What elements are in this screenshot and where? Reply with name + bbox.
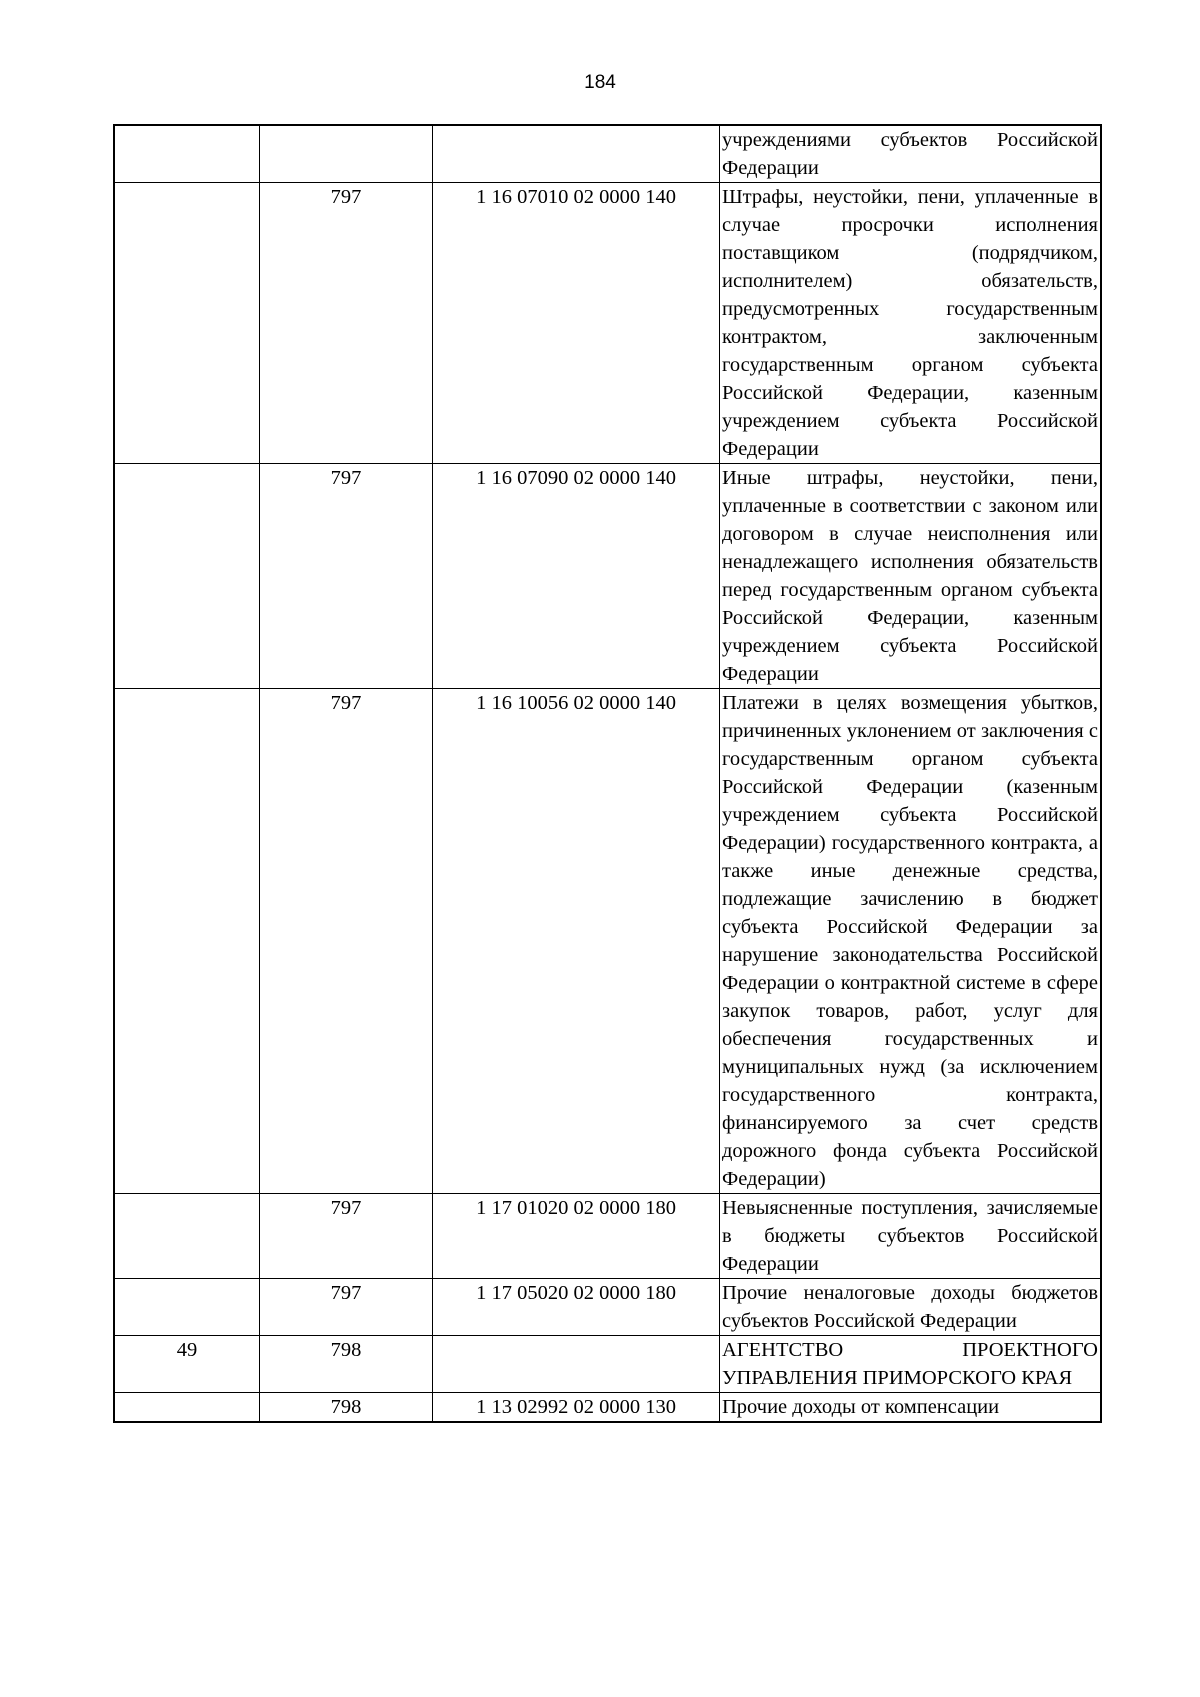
revenue-code-cell: 1 17 05020 02 0000 180	[433, 1279, 720, 1336]
administrator-code-cell: 798	[260, 1393, 433, 1423]
revenue-code-cell: 1 16 07090 02 0000 140	[433, 464, 720, 689]
administrator-code-cell: 797	[260, 689, 433, 1194]
row-number-cell	[114, 1279, 260, 1336]
row-number-cell	[114, 464, 260, 689]
revenue-code-cell: 1 13 02992 02 0000 130	[433, 1393, 720, 1423]
revenue-code-cell: 1 16 07010 02 0000 140	[433, 183, 720, 464]
revenue-classification-table	[113, 124, 1102, 1423]
revenue-name-cell: учреждениями субъектов Российской Федерации	[720, 125, 1102, 183]
page-number: 184	[584, 72, 616, 93]
row-number-cell	[114, 1194, 260, 1279]
table-row	[114, 125, 1101, 183]
revenue-name-cell: АГЕНТСТВО ПРОЕКТНОГО УПРАВЛЕНИЯ ПРИМОРСКОГО КРАЯ	[720, 1336, 1102, 1393]
row-number-cell	[114, 125, 260, 183]
administrator-code-cell: 797	[260, 183, 433, 464]
administrator-code-cell: 797	[260, 464, 433, 689]
table-row	[114, 1279, 1101, 1336]
revenue-name-cell: Прочие доходы от компенсации	[720, 1393, 1102, 1423]
revenue-code-cell	[433, 125, 720, 183]
administrator-code-cell: 797	[260, 1279, 433, 1336]
administrator-code-cell	[260, 125, 433, 183]
table-row	[114, 1194, 1101, 1279]
revenue-code-cell: 1 17 01020 02 0000 180	[433, 1194, 720, 1279]
revenue-name-cell: Иные штрафы, неустойки, пени, уплаченные в соответствии с законом или договором в случае неисполнения или ненадлежащего исполнения обязательств перед государственным органом субъекта Российской Федерации, казенным учреждением субъекта Российской Федерации	[720, 464, 1102, 689]
revenue-code-cell	[433, 1336, 720, 1393]
table-row	[114, 464, 1101, 689]
revenue-name-cell: Прочие неналоговые доходы бюджетов субъектов Российской Федерации	[720, 1279, 1102, 1336]
row-number-cell: 49	[114, 1336, 260, 1393]
row-number-cell	[114, 689, 260, 1194]
table-row	[114, 1393, 1101, 1423]
table-row	[114, 689, 1101, 1194]
table-row	[114, 1336, 1101, 1393]
table-row	[114, 183, 1101, 464]
revenue-name-cell: Платежи в целях возмещения убытков, причиненных уклонением от заключения с государственным органом субъекта Российской Федерации (казенным учреждением субъекта Российской Федерации) государственного контракта, а также иные денежные средства, подлежащие зачислению в бюджет субъекта Российской Федерации за нарушение законодательства Российской Федерации о контрактной системе в сфере закупок товаров, работ, услуг для обеспечения государственных и муниципальных нужд (за исключением государственного контракта, финансируемого за счет средств дорожного фонда субъекта Российской Федерации)	[720, 689, 1102, 1194]
revenue-name-cell: Невыясненные поступления, зачисляемые в бюджеты субъектов Российской Федерации	[720, 1194, 1102, 1279]
revenue-name-cell: Штрафы, неустойки, пени, уплаченные в случае просрочки исполнения поставщиком (подрядчиком, исполнителем) обязательств, предусмотренных государственным контрактом, заключенным государственным органом субъекта Российской Федерации, казенным учреждением субъекта Российской Федерации	[720, 183, 1102, 464]
revenue-code-cell: 1 16 10056 02 0000 140	[433, 689, 720, 1194]
administrator-code-cell: 797	[260, 1194, 433, 1279]
administrator-code-cell: 798	[260, 1336, 433, 1393]
row-number-cell	[114, 1393, 260, 1423]
row-number-cell	[114, 183, 260, 464]
